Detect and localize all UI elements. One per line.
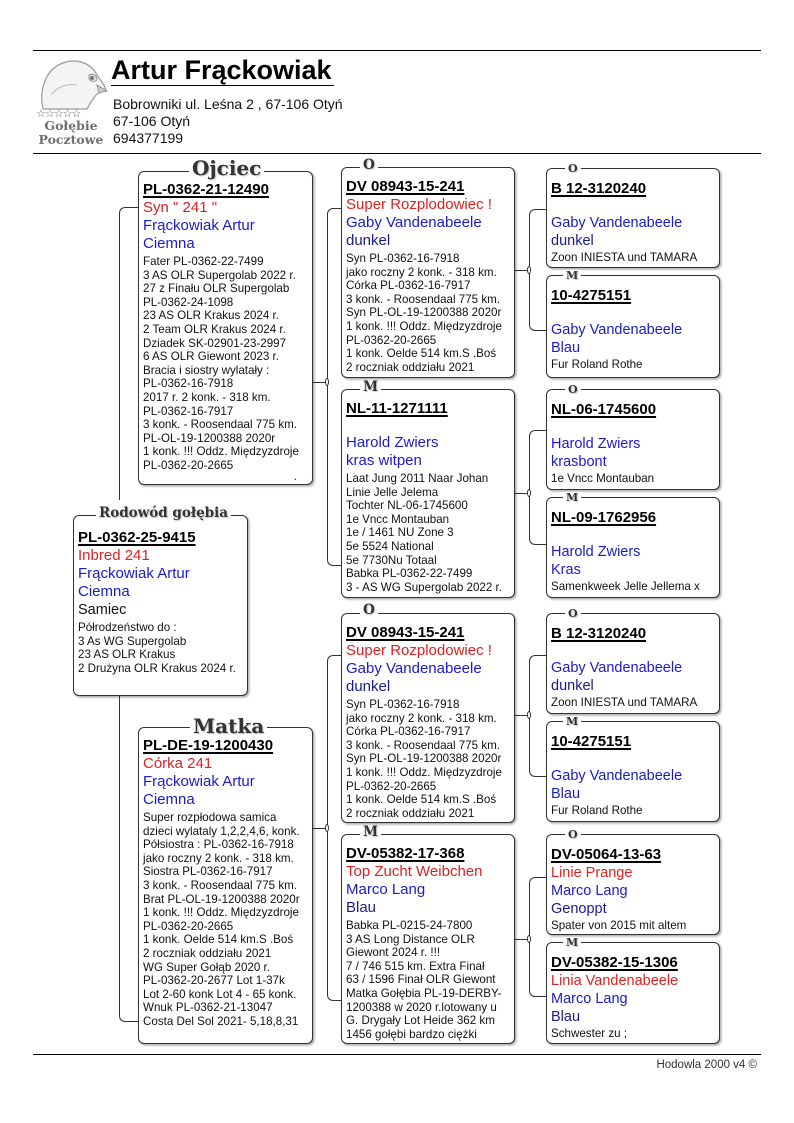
label-mother: Matka	[190, 716, 267, 736]
ring-number: 10-4275151	[551, 287, 632, 304]
note-line: Fur Roland Rothe	[551, 804, 643, 817]
great-grandparent-card[interactable]	[546, 834, 720, 935]
note-line: .	[293, 469, 297, 483]
ring-number: PL-DE-19-1200430	[143, 737, 274, 754]
note-line: PL-OL-19-1200388 2020r	[143, 431, 276, 445]
note-line: Siostra PL-0362-16-7917	[143, 865, 273, 879]
ring-number: 10-4275151	[551, 733, 632, 750]
label-father: Ojciec	[189, 158, 264, 178]
note-line: 1 konk. !!! Oddz. Międzyzdroje	[143, 906, 299, 920]
owner: Frąckowiak Artur	[143, 217, 255, 234]
great-grandparent-card[interactable]	[546, 721, 720, 822]
note-line: 2 Drużyna OLR Krakus 2024 r.	[78, 661, 236, 675]
ring-number: DV-05064-13-63	[551, 846, 662, 863]
color: dunkel	[551, 678, 594, 694]
color: Kras	[551, 562, 581, 578]
owner: Gaby Vandenabeele	[551, 215, 683, 231]
label-male: O	[360, 159, 378, 173]
owner: Marco Lang	[346, 881, 426, 898]
notes	[143, 255, 307, 481]
header-divider	[33, 153, 761, 154]
pigeon-name: Top Zucht Weibchen	[346, 863, 483, 880]
grandfather-maternal-card[interactable]	[341, 613, 515, 823]
sex: Samiec	[78, 602, 127, 618]
note-line: Lot 2-60 konk Lot 4 - 65 konk.	[143, 987, 297, 1001]
connector-knob	[527, 489, 531, 497]
owner: Frąckowiak Artur	[143, 773, 255, 790]
note-line: 63 / 1596 Finał OLR Giewont	[346, 973, 496, 987]
notes	[143, 811, 307, 1029]
note-line: Bracia i siostry wylatały :	[143, 363, 270, 377]
note-line: 1456 gołębi bardzo ciężki	[346, 1027, 477, 1041]
note-line: 3 AS OLR Supergolab 2022 r.	[143, 268, 296, 282]
note-line: Babka PL-0362-22-7499	[346, 567, 473, 581]
note-line: 1e / 1461 NU Zone 3	[346, 526, 454, 540]
notes	[346, 919, 509, 1041]
note-line: 1 konk. Oelde 514 km.S .Boś	[143, 933, 294, 947]
note-line: PL-0362-20-2665	[346, 333, 437, 347]
color: Blau	[551, 1009, 581, 1025]
owner: Marco Lang	[551, 883, 628, 899]
note-line: 1200388 w 2020 r.lotowany u	[346, 1000, 497, 1014]
note-line: Babka PL-0215-24-7800	[346, 919, 473, 932]
note-line: 5e 5524 National	[346, 539, 434, 553]
note-line: Syn PL-0362-16-7918	[346, 698, 460, 711]
ring-number: NL-09-1762956	[551, 509, 657, 526]
connector-bracket-fm	[529, 430, 547, 545]
footer-divider	[33, 1054, 761, 1055]
note-line: jako roczny 2 konk. - 318 km.	[346, 711, 497, 725]
connector-bracket-father	[327, 208, 341, 566]
note-line: Super rozpłodowa samica	[143, 811, 277, 824]
grandmother-maternal-card[interactable]	[341, 834, 515, 1044]
label-male: O	[565, 608, 581, 619]
pigeon-name: Linie Prange	[551, 865, 633, 881]
note-line: 5e 7730Nu Totaal	[346, 553, 437, 567]
note-line: 6 AS OLR Giewont 2023 r.	[143, 350, 279, 364]
owner: Harold Zwiers	[551, 436, 641, 452]
pigeon-name: Super Rozplodowiec !	[346, 196, 492, 213]
note-line: PL-0362-20-2665	[346, 779, 437, 793]
note-line: 2 roczniak oddziału 2021	[346, 806, 475, 820]
ring-number: B 12-3120240	[551, 180, 647, 197]
owner: Gaby Vandenabeele	[551, 322, 683, 338]
phone-line: 694377199	[113, 130, 184, 146]
note-line: 3 As WG Supergolab	[78, 634, 187, 648]
ring-number: NL-11-1271111	[346, 400, 448, 417]
label-male: O	[360, 604, 378, 618]
label-female: M	[563, 716, 581, 727]
ring-number: NL-06-1745600	[551, 401, 657, 418]
note-line: Półsiostra : PL-0362-16-7918	[143, 838, 294, 852]
note-line: Spater von 2015 mit altem	[551, 919, 687, 932]
note-line: 2 Team OLR Krakus 2024 r.	[143, 322, 286, 336]
label-female: M	[360, 381, 381, 395]
color: kras witpen	[346, 452, 422, 469]
note-line: 2 roczniak oddziału 2021	[346, 360, 475, 374]
mother-card[interactable]	[138, 727, 313, 1044]
label-female: M	[563, 937, 581, 948]
note-line: 1 konk. Oelde 514 km.S .Boś	[346, 347, 497, 361]
note-line: Fur Roland Rothe	[551, 358, 643, 371]
note-line: PL-0362-24-1098	[143, 295, 234, 309]
note-line: Brat PL-OL-19-1200388 2020r	[143, 892, 300, 906]
owner: Gaby Vandenabeele	[551, 768, 683, 784]
color: Genoppt	[551, 901, 607, 917]
spacer	[346, 418, 509, 434]
ring-number: PL-0362-21-12490	[143, 181, 269, 198]
owner: Gaby Vandenabeele	[551, 660, 683, 676]
note-line: 3 - AS WG Supergolab 2022 r.	[346, 580, 502, 594]
great-grandparent-card[interactable]	[546, 613, 720, 714]
great-grandparent-card[interactable]	[546, 389, 720, 490]
note-line: 3 AS Long Distance OLR	[346, 932, 475, 946]
note-line: Zoon INIESTA und TAMARA	[551, 251, 698, 264]
pigeon-name: Linia Vandenabeele	[551, 973, 679, 989]
note-line: 3 konk. - Roosendaal 775 km.	[346, 738, 501, 752]
notes	[78, 621, 242, 675]
connector-knob	[527, 935, 531, 943]
connector-bracket-mm	[529, 877, 547, 997]
spacer	[551, 305, 714, 321]
connector-knob	[527, 266, 531, 274]
color: Blau	[551, 786, 581, 802]
note-line: jako roczny 2 konk. - 318 km.	[143, 851, 294, 865]
note-line: 23 AS OLR Krakus	[78, 648, 176, 662]
great-grandparent-card[interactable]	[546, 942, 720, 1044]
color: dunkel	[346, 232, 391, 249]
ring-number: PL-0362-25-9415	[78, 529, 196, 546]
footer-text: Hodowla 2000 v4 ©	[656, 1059, 757, 1071]
connector-bracket-mf	[529, 655, 547, 777]
ring-number: DV-05382-15-1306	[551, 954, 678, 971]
note-line: Laat Jung 2011 Naar Johan	[346, 472, 489, 485]
note-line: Matka Gołębia PL-19-DERBY-	[346, 986, 502, 1000]
address-line: Bobrowniki ul. Leśna 2 , 67-106 Otyń	[113, 96, 343, 112]
pigeon-name: Córka 241	[143, 755, 213, 772]
spacer	[551, 643, 714, 659]
note-line: Costa Del Sol 2021- 5,18,8,31	[143, 1014, 299, 1028]
note-line: 1 konk. Oelde 514 km.S .Boś	[346, 793, 497, 807]
pigeon-card[interactable]	[73, 515, 248, 696]
note-line: PL-0362-16-7917	[143, 404, 234, 418]
note-line: jako roczny 2 konk. - 318 km.	[346, 265, 497, 279]
note-line: WG Super Gołąb 2020 r.	[143, 960, 270, 974]
note-line: 27 z Finału OLR Supergolab	[143, 282, 290, 296]
note-line: 1e Vncc Montauban	[346, 512, 450, 526]
note-line: 1 konk. !!! Oddz. Międzyzdroje	[346, 765, 502, 779]
color: Ciemna	[143, 235, 195, 252]
ring-number: B 12-3120240	[551, 625, 647, 642]
note-line: 3 konk. - Roosendaal 775 km.	[143, 878, 298, 892]
great-grandparent-card[interactable]	[546, 275, 720, 378]
top-divider	[33, 50, 761, 51]
note-line: G. Drygały Lot Heide 362 km	[346, 1014, 495, 1028]
ring-number: DV 08943-15-241	[346, 624, 465, 641]
city-line: 67-106 Otyń	[113, 113, 191, 129]
label-main: Rodowód gołębia	[96, 507, 231, 521]
logo-text-line-1: Gołębie	[44, 118, 98, 133]
breeder-name: Artur Frąckowiak	[111, 55, 332, 85]
connector-knob	[325, 824, 329, 832]
note-line: Linie Jelle Jelema	[346, 485, 439, 499]
great-grandparent-card[interactable]	[546, 168, 720, 268]
logo	[33, 55, 109, 147]
note-line: 3 konk. - Roosendaal 775 km.	[346, 292, 501, 306]
label-female: M	[563, 270, 581, 281]
owner: Harold Zwiers	[346, 434, 439, 451]
label-female: M	[563, 492, 581, 503]
note-line: Tochter NL-06-1745600	[346, 499, 468, 513]
note-line: 1e Vncc Montauban	[551, 472, 655, 485]
note-line: Schwester zu ;	[551, 1027, 628, 1040]
note-line: Syn PL-OL-19-1200388 2020r	[346, 752, 502, 766]
logo-stars: ☆☆☆☆☆	[36, 107, 81, 120]
ring-number: DV-05382-17-368	[346, 845, 465, 862]
color: Blau	[551, 340, 581, 356]
notes	[346, 698, 509, 820]
connector-bracket-ff	[529, 209, 547, 331]
pigeon-name: Syn " 241 "	[143, 199, 218, 216]
owner: Gaby Vandenabeele	[346, 214, 482, 231]
connector-bracket-mother	[327, 655, 341, 1001]
pigeon-name: Inbred 241	[78, 547, 150, 564]
great-grandparent-card[interactable]	[546, 497, 720, 598]
label-male: O	[565, 163, 581, 174]
color: Ciemna	[143, 791, 195, 808]
note-line: PL-0362-20-2677 Lot 1-37k	[143, 974, 285, 988]
color: dunkel	[346, 678, 391, 695]
note-line: Półrodzeństwo do :	[78, 621, 177, 634]
note-line: PL-0362-20-2665	[143, 919, 234, 933]
father-card[interactable]	[138, 171, 313, 485]
note-line: Wnuk PL-0362-21-13047	[143, 1001, 273, 1015]
connector-knob	[527, 711, 531, 719]
owner: Frąckowiak Artur	[78, 565, 190, 582]
color: Blau	[346, 899, 377, 916]
notes	[346, 252, 509, 374]
spacer	[551, 751, 714, 767]
label-male: O	[565, 384, 581, 395]
grandmother-paternal-card[interactable]	[341, 389, 515, 598]
note-line: Giewont 2024 r. !!!	[346, 946, 441, 960]
owner: Harold Zwiers	[551, 544, 641, 560]
note-line: Córka PL-0362-16-7917	[346, 279, 471, 293]
logo-text-line-2: Pocztowe	[38, 132, 104, 147]
note-line: 2 roczniak oddziału 2021	[143, 946, 272, 960]
note-line: 7 / 746 515 km. Extra Finał	[346, 959, 485, 973]
spacer	[551, 198, 714, 214]
note-line: Syn PL-0362-16-7918	[346, 252, 460, 265]
note-line: Samenkweek Jelle Jellema x	[551, 580, 700, 593]
note-line: PL-0362-16-7918	[143, 377, 234, 391]
notes	[346, 472, 509, 594]
grandfather-paternal-card[interactable]	[341, 167, 515, 378]
label-female: M	[360, 826, 381, 840]
owner: Gaby Vandenabeele	[346, 660, 482, 677]
note-line: Syn PL-OL-19-1200388 2020r	[346, 306, 502, 320]
ring-number: DV 08943-15-241	[346, 178, 465, 195]
note-line: dzieci wylataly 1,2,2,4,6, konk.	[143, 824, 300, 838]
color: dunkel	[551, 233, 594, 249]
note-line: Zoon INIESTA und TAMARA	[551, 696, 698, 709]
color: Ciemna	[78, 583, 130, 600]
spacer	[551, 527, 714, 543]
note-line: PL-0362-20-2665	[143, 458, 234, 472]
note-line: 2017 r. 2 konk. - 318 km.	[143, 390, 271, 404]
note-line: Fater PL-0362-22-7499	[143, 255, 264, 268]
label-male: O	[565, 829, 581, 840]
note-line: 1 konk. !!! Oddz. Międzyzdroje	[346, 319, 502, 333]
spacer	[551, 419, 714, 435]
note-line: 1 konk. !!! Oddz. Międzyzdroje	[143, 445, 299, 459]
note-line: Córka PL-0362-16-7917	[346, 725, 471, 739]
pigeon-head-icon	[33, 55, 109, 111]
owner: Marco Lang	[551, 991, 628, 1007]
pigeon-name: Super Rozplodowiec !	[346, 642, 492, 659]
note-line: 3 konk. - Roosendaal 775 km.	[143, 418, 298, 432]
color: krasbont	[551, 454, 607, 470]
connector-knob	[325, 378, 329, 386]
note-line: Dziadek SK-02901-23-2997	[143, 336, 287, 350]
note-line: 23 AS OLR Krakus 2024 r.	[143, 309, 279, 323]
